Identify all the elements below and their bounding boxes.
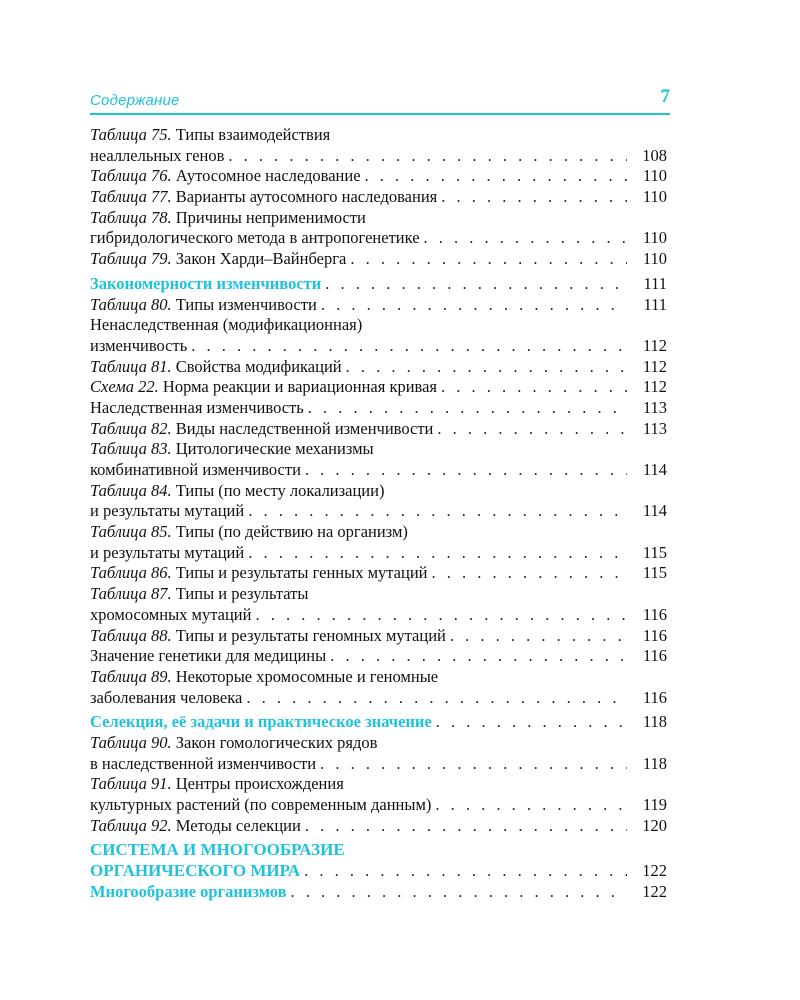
toc-line xyxy=(90,228,667,249)
toc-entry-prefix: Таблица 79. xyxy=(90,249,172,269)
toc-page-number: 120 xyxy=(642,815,667,835)
toc-entry[interactable] xyxy=(90,125,667,166)
toc-line xyxy=(90,460,667,481)
toc-entry-title: и результаты мутаций xyxy=(90,542,245,562)
toc-line xyxy=(90,166,667,187)
toc-line xyxy=(90,187,667,208)
dot-leader xyxy=(350,249,627,270)
toc-entry-title: Ненаследственная (модификационная) xyxy=(90,315,363,335)
toc-entry[interactable] xyxy=(90,357,667,378)
toc-entry[interactable] xyxy=(90,166,667,187)
dot-leader xyxy=(441,187,627,208)
toc-entry-title: Закономерности изменчивости xyxy=(90,273,322,293)
toc-line xyxy=(90,584,667,605)
toc-entry-title: Таблица 80. Типы изменчивости xyxy=(90,294,317,314)
toc-entry-title: Таблица 75. Типы взаимодействия xyxy=(90,125,331,144)
page-header xyxy=(90,86,670,114)
toc-line xyxy=(90,861,667,882)
toc-entry-prefix: Таблица 87. xyxy=(90,584,172,604)
dot-leader xyxy=(450,626,627,647)
toc-page-number: 108 xyxy=(642,145,667,165)
dot-leader xyxy=(436,712,627,733)
dot-leader xyxy=(305,816,627,837)
section-title: Содержание xyxy=(90,92,180,109)
toc-line xyxy=(90,563,667,584)
toc-page-number: 113 xyxy=(642,397,667,417)
dot-leader xyxy=(228,146,627,167)
toc-entry-title: Таблица 92. Методы селекции xyxy=(90,815,301,835)
toc-line xyxy=(90,688,667,709)
toc-page-number: 122 xyxy=(642,861,667,881)
dot-leader xyxy=(255,605,627,626)
toc-entry-title: Таблица 91. Центры происхождения xyxy=(90,774,344,794)
toc-line xyxy=(90,667,667,688)
dot-leader xyxy=(246,688,627,709)
toc-page-number: 111 xyxy=(643,294,667,314)
toc-entry[interactable] xyxy=(90,522,667,563)
dot-leader xyxy=(321,295,627,316)
toc-page-number: 115 xyxy=(642,542,667,562)
toc-entry-prefix: Таблица 77. xyxy=(90,187,172,207)
toc-page-number: 110 xyxy=(642,166,667,186)
toc-page-number: 115 xyxy=(642,563,667,583)
dot-leader xyxy=(304,861,627,882)
dot-leader xyxy=(432,563,628,584)
toc-entry-title: гибридологического метода в антропогенетике xyxy=(90,228,420,248)
toc-entry-prefix: Таблица 90. xyxy=(90,732,172,752)
toc-line xyxy=(90,774,667,795)
header-rule xyxy=(90,113,670,115)
toc-entry-prefix: Таблица 84. xyxy=(90,480,172,500)
dot-leader xyxy=(308,398,627,419)
toc-page-number: 116 xyxy=(642,604,667,624)
toc-line xyxy=(90,646,667,667)
toc-line xyxy=(90,522,667,543)
toc-entry-prefix: Таблица 89. xyxy=(90,666,172,686)
toc-line xyxy=(90,249,667,270)
toc-line xyxy=(90,605,667,626)
toc-page-number: 111 xyxy=(643,273,667,293)
toc-entry-prefix: Таблица 86. xyxy=(90,563,172,583)
toc-entry[interactable] xyxy=(90,584,667,625)
dot-leader xyxy=(291,882,627,903)
toc-entry-title: Таблица 86. Типы и результаты генных мутаций xyxy=(90,563,428,583)
toc-line xyxy=(90,439,667,460)
toc-entry-title: заболевания человека xyxy=(90,687,243,707)
toc-entry[interactable] xyxy=(90,187,667,208)
toc-page-number: 118 xyxy=(642,712,667,732)
toc-entry[interactable] xyxy=(90,398,667,419)
toc-entry-title: Таблица 78. Причины неприменимости xyxy=(90,207,366,227)
toc-page-number: 112 xyxy=(642,377,667,397)
dot-leader xyxy=(330,646,627,667)
toc-entry[interactable] xyxy=(90,712,667,733)
toc-page-number: 112 xyxy=(642,335,667,355)
toc-entry[interactable] xyxy=(90,274,667,295)
toc-page-number: 116 xyxy=(642,646,667,666)
toc-page-number: 119 xyxy=(642,795,667,814)
toc-entry-title: Таблица 84. Типы (по месту локализации) xyxy=(90,480,385,500)
toc-page-number: 110 xyxy=(642,249,667,269)
toc-entry[interactable] xyxy=(90,840,667,881)
toc-line xyxy=(90,501,667,522)
toc-entry-prefix: Таблица 80. xyxy=(90,294,172,314)
toc-entry-title: Многообразие организмов xyxy=(90,881,287,901)
toc-line xyxy=(90,295,667,316)
toc-entry[interactable] xyxy=(90,315,667,356)
toc-entry-title: Таблица 82. Виды наследственной изменчивости xyxy=(90,418,434,438)
toc-entry-title: Таблица 85. Типы (по действию на организм) xyxy=(90,522,408,542)
toc-page-number: 110 xyxy=(642,228,667,248)
toc-entry-prefix: Таблица 76. xyxy=(90,166,172,186)
toc-entry-title: Таблица 77. Варианты аутосомного наследования xyxy=(90,187,438,207)
toc-entry-title: Таблица 83. Цитологические механизмы xyxy=(90,439,374,459)
dot-leader xyxy=(320,754,627,775)
toc-line xyxy=(90,125,667,146)
toc-line xyxy=(90,754,667,775)
toc-entry-prefix: Таблица 88. xyxy=(90,625,172,645)
toc-entry-title: Таблица 89. Некоторые хромосомные и геномные xyxy=(90,666,439,686)
dot-leader xyxy=(248,501,627,522)
toc-entry[interactable] xyxy=(90,419,667,440)
toc-entry-title: ОРГАНИЧЕСКОГО МИРА xyxy=(90,861,301,881)
toc-entry-title: Селекция, её задачи и практическое значение xyxy=(90,712,432,732)
toc-entry-title: культурных растений (по современным данным) xyxy=(90,795,432,814)
toc-entry-prefix: Схема 22. xyxy=(90,377,159,397)
toc-line xyxy=(90,315,667,336)
toc-line xyxy=(90,398,667,419)
toc-entry[interactable] xyxy=(90,249,667,270)
toc-entry-title: СИСТЕМА И МНОГООБРАЗИЕ xyxy=(90,840,345,860)
toc-page-number: 110 xyxy=(642,187,667,207)
dot-leader xyxy=(325,274,627,295)
toc-entry-title: хромосомных мутаций xyxy=(90,604,252,624)
toc-entry-title: неаллельных генов xyxy=(90,145,225,165)
toc-entry-title: Таблица 81. Свойства модификаций xyxy=(90,356,342,376)
dot-leader xyxy=(435,795,627,816)
toc-page-number: 114 xyxy=(642,460,667,479)
dot-leader xyxy=(346,357,627,378)
toc-page-number: 113 xyxy=(642,418,667,438)
toc-line xyxy=(90,481,667,502)
toc-entry-title: Таблица 88. Типы и результаты геномных мутаций xyxy=(90,625,446,645)
toc-page-number: 122 xyxy=(642,881,667,901)
toc-line xyxy=(90,357,667,378)
toc-entry[interactable] xyxy=(90,882,667,903)
toc-line xyxy=(90,712,667,733)
toc-line xyxy=(90,208,667,229)
toc-entry[interactable] xyxy=(90,733,667,774)
toc-entry-title: Наследственная изменчивость xyxy=(90,397,304,417)
toc-page-number: 116 xyxy=(642,625,667,645)
toc-page-number: 114 xyxy=(642,501,667,521)
toc-line xyxy=(90,816,667,837)
toc-entry[interactable] xyxy=(90,563,667,584)
toc-entry[interactable] xyxy=(90,377,667,398)
toc-entry[interactable] xyxy=(90,646,667,667)
dot-leader xyxy=(437,419,627,440)
toc-entry[interactable] xyxy=(90,626,667,647)
toc-line xyxy=(90,733,667,754)
toc-line xyxy=(90,795,667,816)
toc-entry-title: Схема 22. Норма реакции и вариационная кривая xyxy=(90,377,438,397)
toc-line xyxy=(90,274,667,295)
toc-entry-title: Таблица 90. Закон гомологических рядов xyxy=(90,732,378,752)
toc-entry[interactable] xyxy=(90,667,667,708)
toc-entry-title: Таблица 76. Аутосомное наследование xyxy=(90,166,361,186)
toc-line xyxy=(90,626,667,647)
toc-line xyxy=(90,336,667,357)
toc-line xyxy=(90,146,667,167)
toc-entry-title: Таблица 79. Закон Харди–Вайнберга xyxy=(90,249,347,269)
toc-entry-prefix: Таблица 85. xyxy=(90,522,172,542)
toc-entry-title: комбинативной изменчивости xyxy=(90,460,301,479)
toc-entry-title: Таблица 87. Типы и результаты xyxy=(90,584,309,604)
toc-entry-prefix: Таблица 81. xyxy=(90,356,172,376)
toc-page-number: 118 xyxy=(642,753,667,773)
toc-entry-prefix: Таблица 83. xyxy=(90,439,172,459)
toc-entry[interactable] xyxy=(90,816,667,837)
dot-leader xyxy=(424,228,627,249)
dot-leader xyxy=(365,166,627,187)
toc-entry[interactable] xyxy=(90,481,667,522)
table-of-contents xyxy=(90,125,667,902)
toc-entry[interactable] xyxy=(90,208,667,249)
page-number: 7 xyxy=(660,86,670,107)
toc-line xyxy=(90,419,667,440)
dot-leader xyxy=(191,336,627,357)
toc-entry-title: Значение генетики для медицины xyxy=(90,646,327,666)
toc-line xyxy=(90,543,667,564)
toc-entry-prefix: Таблица 92. xyxy=(90,815,172,835)
toc-line xyxy=(90,840,667,861)
toc-entry-title: и результаты мутаций xyxy=(90,501,245,521)
toc-line xyxy=(90,882,667,903)
dot-leader xyxy=(441,377,627,398)
toc-page-number: 112 xyxy=(642,356,667,376)
dot-leader xyxy=(248,543,627,564)
toc-line xyxy=(90,377,667,398)
dot-leader xyxy=(305,460,627,481)
toc-entry-prefix: Таблица 78. xyxy=(90,207,172,227)
toc-page-number: 116 xyxy=(642,687,667,707)
toc-entry-title: в наследственной изменчивости xyxy=(90,753,317,773)
toc-entry-prefix: Таблица 82. xyxy=(90,418,172,438)
toc-entry-title: изменчивость xyxy=(90,335,188,355)
toc-entry[interactable] xyxy=(90,439,667,480)
toc-entry-prefix: Таблица 75. xyxy=(90,125,172,144)
toc-entry-prefix: Таблица 91. xyxy=(90,774,172,794)
toc-entry[interactable] xyxy=(90,774,667,815)
toc-entry[interactable] xyxy=(90,295,667,316)
